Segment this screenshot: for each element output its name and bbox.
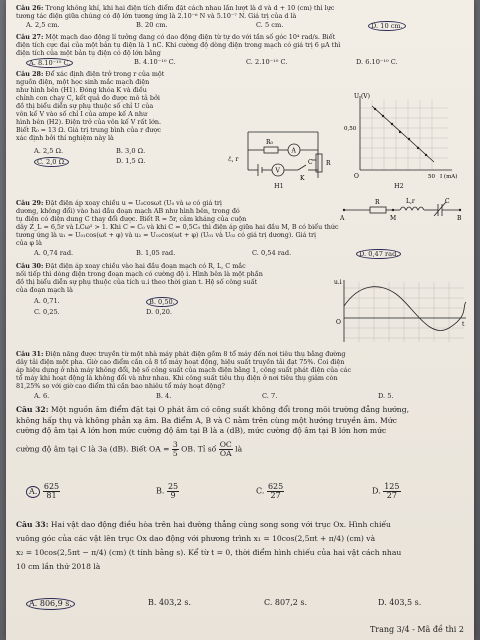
label-c: C <box>445 198 450 205</box>
node-m: M <box>390 215 397 222</box>
answer-options-33 <box>16 598 466 610</box>
fraction-numerator: 125 <box>384 482 400 491</box>
question-text: Một mạch dao động lí tưởng đang có dao động điện từ tự do với tần số góc 10⁴ rad/s. Biết <box>45 33 336 41</box>
option-d[interactable]: D. 0,20. <box>146 308 173 316</box>
question-number: Câu 33: <box>16 520 49 529</box>
question-text: Điện năng được truyền từ một nhà máy phát điện gồm 8 tổ máy đến nơi tiêu thụ bằng đường <box>45 350 346 358</box>
question-number: Câu 29: <box>16 199 44 207</box>
question-number: Câu 31: <box>16 350 44 358</box>
option-d[interactable]: D. 5. <box>378 392 394 400</box>
question-text: cường độ âm tại C là 3a (dB). Biết OA = <box>16 444 170 454</box>
option-c[interactable]: C. 5 cm. <box>256 21 284 29</box>
question-text: Đặt điện áp xoay chiều vào hai đầu đoạn mạch có R, L, C mắc <box>45 262 246 270</box>
label-rheostat: R <box>326 160 331 167</box>
option-letter: D. <box>372 486 381 496</box>
fraction-denominator: 9 <box>170 491 176 500</box>
graph-origin: O <box>354 173 359 180</box>
question-text: đồ thị biểu diễn sự phụ thuộc của tích u.i theo thời gian t. Hệ số công suất <box>16 278 258 286</box>
label-r0: R₀ <box>266 139 273 146</box>
option-a[interactable]: A. 2,5 cm. <box>26 21 60 29</box>
label-l: L,r <box>406 198 415 205</box>
option-c[interactable]: C. 0,54 rad. <box>252 249 292 257</box>
question-text: nối tiếp thì dòng điện trong đoạn mạch có cường độ i. Hình bên là một phần <box>16 270 263 278</box>
graph-xtick: 50 <box>428 174 435 180</box>
label-r: R <box>375 199 380 206</box>
graph-ylabel: u.i <box>334 279 342 286</box>
question-33 <box>16 518 466 574</box>
option-a[interactable]: A. 6. <box>34 392 50 400</box>
option-fraction <box>167 483 179 500</box>
question-text: điện tích của một bản tụ điện có độ lớn bằng <box>16 49 161 57</box>
fraction-denominator: OA <box>219 448 232 458</box>
figure-label-h1: H1 <box>274 182 284 190</box>
option-b[interactable]: B. 1,05 rad. <box>136 249 176 257</box>
question-text: cường độ âm tại A lớn hơn mức cường độ âm tại B là a (dB), mức cường độ âm tại B lớn hơn mức <box>16 426 387 436</box>
option-c[interactable]: C. 7. <box>262 392 278 400</box>
option-fraction <box>267 483 284 500</box>
option-b[interactable]: B. 4. <box>156 392 172 400</box>
circuit-diagram-ab <box>340 196 466 222</box>
question-text: 81,25% so với giờ cao điểm thì cần bao nhiêu tổ máy hoạt động? <box>16 382 225 390</box>
question-text: của đoạn mạch là <box>16 286 73 294</box>
question-text: tương ứng là u₁ = U₀₁cos(ωt + φ) và u₂ = U₀₂cos(ωt + φ) (U₀₁ và U₀₂ có giá trị dương). Giá trị <box>16 231 317 239</box>
answer-options-26 <box>16 21 466 30</box>
label-ammeter: A <box>291 147 296 155</box>
graph-ui-vs-t <box>334 276 470 348</box>
fraction-numerator: OC <box>219 439 232 449</box>
answer-options-30b <box>16 308 316 317</box>
question-text: hình bên (H2). Điện trở của vôn kế V rất lớn. <box>16 118 161 126</box>
node-a: A <box>340 215 345 222</box>
answer-options-28 <box>16 147 216 156</box>
fraction-3-5 <box>172 441 179 458</box>
option-letter: C. <box>256 486 265 496</box>
question-text: Để xác định điện trở trong r của một <box>45 70 165 78</box>
option-letter-circled: A. <box>26 486 40 498</box>
question-number: Câu 30: <box>16 262 44 270</box>
option-a-circled[interactable]: A. 8.10⁻¹⁰ C. <box>26 58 73 68</box>
question-text: như hình bên (H1). Đóng khóa K và điều <box>16 86 147 94</box>
question-number: Câu 27: <box>16 33 44 41</box>
page-footer: Trang 3/4 - Mã đề thi 2 <box>369 625 464 634</box>
answer-options-32 <box>16 483 466 509</box>
fraction-numerator: 25 <box>167 482 179 491</box>
question-text: dây tải điện một pha. Giờ cao điểm cần cả 8 tổ máy hoạt động, hiệu suất truyền tải đạt 75%. Coi điện <box>16 358 345 366</box>
answer-options-28b <box>16 157 216 166</box>
option-d-circled[interactable]: D. 0,47 rad. <box>356 249 401 259</box>
option-fraction <box>383 483 400 500</box>
question-text: dương, không đổi) vào hai đầu đoạn mạch AB như hình bên, trong đó <box>16 207 240 215</box>
answer-options-30 <box>16 297 316 306</box>
question-text: áp hiệu dụng ở nhà máy không đổi, hệ số công suất của mạch điện bằng 1, công suất phát điện của các <box>16 366 352 374</box>
option-b[interactable]: B. 3,0 Ω. <box>116 147 146 155</box>
fraction-denominator: 5 <box>172 448 178 458</box>
option-b-circled[interactable]: B. 0,50. <box>146 297 178 307</box>
fraction-numerator: 3 <box>172 439 178 449</box>
question-text: vôn kế V vào số chỉ I của ampe kế A như <box>16 110 148 118</box>
question-text: tụ điện có điện dung C thay đổi được. Biết R = 5r, cảm kháng của cuộn <box>16 215 247 223</box>
option-d[interactable]: D. 6.10⁻¹⁰ C. <box>356 58 398 66</box>
fraction-numerator: 625 <box>43 482 60 491</box>
fraction-numerator: 625 <box>267 482 284 491</box>
option-a-circled[interactable]: A. 806,9 s. <box>26 598 75 610</box>
answer-options-27 <box>16 58 466 67</box>
question-text: của φ là <box>16 239 42 247</box>
answer-options-31 <box>16 392 466 401</box>
question-text: Đặt điện áp xoay chiều u = U₀cosωt (U₀ và ω có giá trị <box>45 199 222 207</box>
question-text: vuông góc của các vật lên trục Ox dao động với phương trình x₁ = 10cos(2,5πt + π/4) (cm) và <box>16 534 376 543</box>
question-text: chỉnh con chạy C, kết quả đo được mô tả bởi <box>16 94 160 102</box>
question-text: tổ máy khi hoạt động là không đổi và như nhau. Khi công suất tiêu thụ điện ở nơi tiêu thụ giảm còn <box>16 374 338 382</box>
option-c[interactable]: C. 807,2 s. <box>264 598 308 607</box>
graph-h2 <box>344 92 468 182</box>
label-switch: K <box>300 175 305 182</box>
question-text: điện tích cực đại của một bản tụ điện là 1 nC. Khi cường độ dòng điện trong mạch có giá trị 6 μA thì <box>16 41 341 49</box>
option-a[interactable]: A. 0,74 rad. <box>34 249 74 257</box>
graph-ytick: 0,50 <box>344 126 357 132</box>
option-c[interactable]: C. 2.10⁻¹⁰ C. <box>246 58 288 66</box>
fraction-denominator: 27 <box>386 491 397 500</box>
question-27 <box>16 33 466 57</box>
option-b[interactable]: B. 4.10⁻¹⁰ C. <box>134 58 176 66</box>
option-d[interactable]: D. 403,5 s. <box>378 598 422 607</box>
question-text: Một nguồn âm điểm đặt tại O phát âm có công suất không đổi trong môi trường đẳng hướng, <box>50 405 409 414</box>
label-source: ℰ, r <box>228 156 239 163</box>
label-slider: C <box>308 159 313 166</box>
question-text: xác định bởi thí nghiệm này là <box>16 134 114 142</box>
option-d[interactable] <box>372 483 401 500</box>
option-d-circled[interactable]: D. 10 cm. <box>368 21 406 31</box>
option-a[interactable] <box>26 483 60 500</box>
question-text: 10 cm lần thứ 2018 là <box>16 562 101 571</box>
answer-options-29 <box>16 249 466 258</box>
question-text: Trong không khí, khi hai điện tích điểm đặt cách nhau lần lượt là d và d + 10 (cm) thì lực <box>45 4 335 12</box>
fraction-oc-oa <box>219 441 233 458</box>
question-number: Câu 26: <box>16 4 44 12</box>
graph-xlabel: I (mA) <box>440 174 458 180</box>
option-c-circled[interactable]: C. 2,0 Ω. <box>34 157 69 167</box>
question-text: x₂ = 10cos(2,5πt − π/4) (cm) (t tính bằng s). Kể từ t = 0, thời điểm hình chiếu của hai vật cách nhau <box>16 548 402 557</box>
option-b[interactable]: B. 20 cm. <box>136 21 168 29</box>
option-c[interactable] <box>256 483 284 500</box>
question-text: tương tác điện giữa chúng có độ lớn tương ứng là 2.10⁻⁶ N và 5.10⁻⁷ N. Giá trị của d là <box>16 12 297 20</box>
fraction-denominator: 81 <box>46 491 57 500</box>
figure-label-h2: H2 <box>394 182 404 190</box>
question-text: dây Z_L = 6,5r và LCω² > 1. Khi C = C₀ và khi C = 0,5C₀ thì điện áp giữa hai đầu M, B có biểu thức <box>16 223 339 231</box>
option-c[interactable]: C. 0,25. <box>34 308 60 316</box>
question-text: Biết R₀ = 13 Ω. Giá trị trung bình của r được <box>16 126 161 134</box>
question-text: không hấp thụ và không phản xạ âm. Ba điểm A, B và C nằm trên cùng một hướng truyền âm. Mức <box>16 415 397 425</box>
question-28 <box>16 70 226 142</box>
question-26 <box>16 4 466 20</box>
graph-ylabel: U (V) <box>354 93 370 100</box>
question-31 <box>16 350 466 390</box>
node-b: B <box>457 215 462 222</box>
option-letter: B. <box>156 486 165 496</box>
option-b[interactable] <box>156 483 179 500</box>
graph-origin: O <box>336 319 341 326</box>
circuit-diagram-h1 <box>228 120 343 188</box>
option-fraction <box>43 483 60 500</box>
question-text: Hai vật dao động điều hòa trên hai đường thẳng cùng song song với trục Ox. Hình chiếu <box>50 520 391 529</box>
question-number: Câu 32: <box>16 405 49 414</box>
question-number: Câu 28: <box>16 70 44 78</box>
exam-page <box>6 0 474 640</box>
question-text: OB. Tỉ số <box>181 444 217 454</box>
option-d[interactable]: D. 1,5 Ω. <box>116 157 146 165</box>
label-voltmeter: V <box>275 167 280 175</box>
graph-xlabel: t <box>462 321 465 328</box>
option-a[interactable]: A. 2,5 Ω. <box>34 147 64 155</box>
question-text: nguồn điện, một học sinh mắc mạch điện <box>16 78 150 86</box>
fraction-denominator: 27 <box>270 491 281 500</box>
question-32 <box>16 405 466 458</box>
option-a[interactable]: A. 0,71. <box>34 297 60 305</box>
question-text: đồ thị biểu diễn sự phụ thuộc số chỉ U của <box>16 102 154 110</box>
question-30 <box>16 262 326 294</box>
question-text: là <box>235 444 243 454</box>
option-b[interactable]: B. 403,2 s. <box>148 598 192 607</box>
